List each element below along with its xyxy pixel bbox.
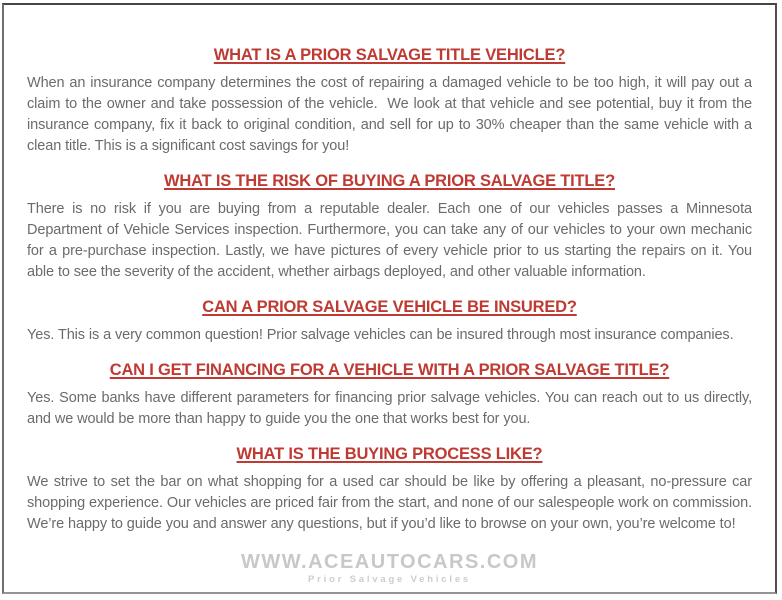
faq-page [2,3,777,594]
faq-question-link[interactable]: WHAT IS A PRIOR SALVAGE TITLE VEHICLE? [213,46,566,64]
faq-answer: There is no risk if you are buying from a reputable dealer. Each one of our vehicles passes a Minnesota Department of Vehicle Services inspection. Furthermore, you can take any of our vehicles to your own mechanic for a pre-purchase inspection. Lastly, we have pictures of every vehicle prior to us starting the repairs on it. You able to see the severity of the accident, whether airbags deployed, and other valuable information. [27,201,752,280]
faq-section [27,360,752,430]
faq-answer: When an insurance company determines the cost of repairing a damaged vehicle to be too high, it will pay out a claim to the owner and take possession of the vehicle. We look at that vehicle and see potential, buy it from the insurance company, fix it back to original condition, and sell for up to 30% cheaper than the same vehicle with a clean title. This is a significant cost savings for you! [27,75,752,154]
faq-question-link[interactable]: CAN I GET FINANCING FOR A VEHICLE WITH A PRIOR SALVAGE TITLE? [109,361,670,379]
faq-question-link[interactable]: CAN A PRIOR SALVAGE VEHICLE BE INSURED? [202,298,577,316]
faq-section [27,45,752,157]
faq-answer: Yes. Some banks have different parameters for financing prior salvage vehicles. You can reach out to us directly, and we would be more than happy to guide you the one that works best for you. [27,390,752,427]
faq-question-link[interactable]: WHAT IS THE BUYING PROCESS LIKE? [236,445,543,463]
faq-section [27,297,752,346]
faq-section [27,171,752,283]
faq-question-link[interactable]: WHAT IS THE RISK OF BUYING A PRIOR SALVAGE TITLE? [164,172,615,190]
dealer-watermark [27,553,752,586]
faq-section [27,444,752,535]
faq-answer: We strive to set the bar on what shopping for a used car should be like by offering a pleasant, no-pressure car shopping experience. Our vehicles are priced fair from the start, and none of our salespeople work on commission. We’re happy to guide you and answer any questions, but if you’d like to browse on your own, you’re welcome to! [27,474,752,532]
faq-content [4,5,775,586]
faq-answer: Yes. This is a very common question! Prior salvage vehicles can be insured through most insurance companies. [27,327,734,343]
watermark-tagline: Prior Salvage Vehicles [308,574,471,585]
website-url-text: WWW.ACEAUTOCARS.COM [241,551,538,573]
